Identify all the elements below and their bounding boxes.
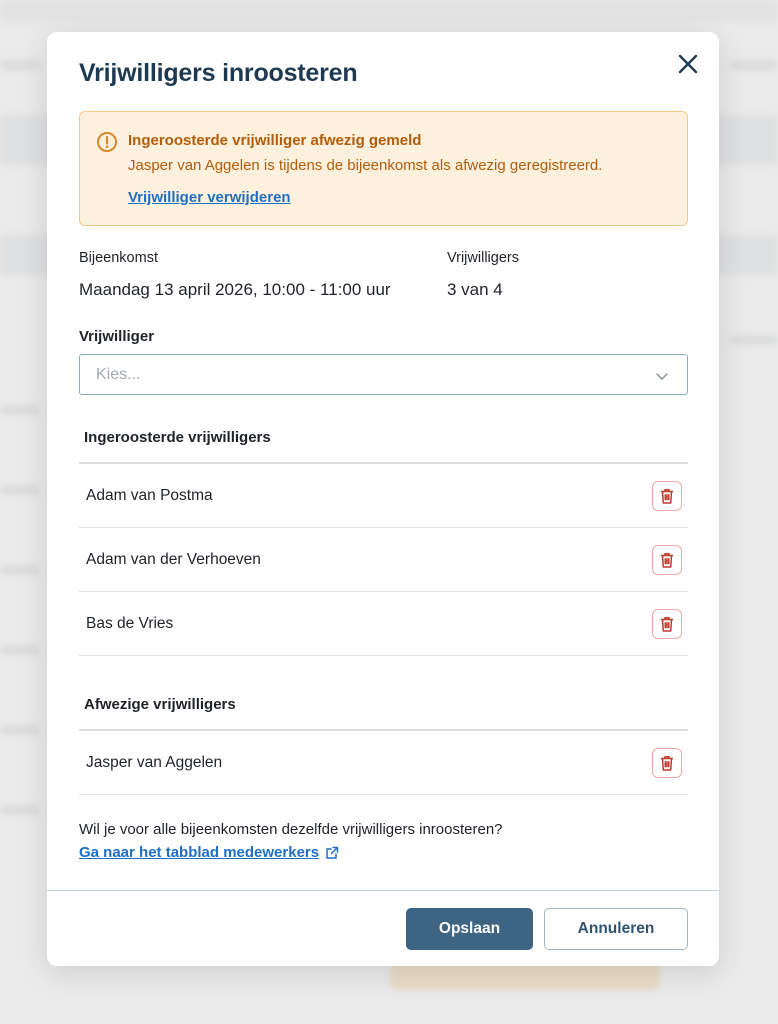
close-button[interactable] [674,50,702,78]
volunteer-name: Bas de Vries [86,615,174,632]
alert-title: Ingeroosterde vrijwilliger afwezig gemeld [128,132,422,149]
alert-message: Jasper van Aggelen is tijdens de bijeenkomst als afwezig geregistreerd. [128,157,603,174]
volunteer-field-label: Vrijwilliger [79,328,155,345]
volunteer-name: Jasper van Aggelen [86,754,223,771]
scheduled-volunteers-heading: Ingeroosterde vrijwilligers [84,429,271,446]
volunteers-count-label: Vrijwilligers [447,250,519,266]
remove-volunteer-button[interactable] [652,545,682,575]
trash-icon [658,615,676,633]
volunteer-select-placeholder: Kies... [96,366,141,383]
volunteer-name: Adam van Postma [86,487,213,504]
save-button[interactable]: Opslaan [406,908,533,950]
trash-icon [658,551,676,569]
volunteer-select[interactable] [79,354,688,395]
close-icon [677,53,699,75]
volunteers-count-value: 3 van 4 [447,280,503,299]
absence-warning-alert [79,111,688,226]
remove-volunteer-link[interactable]: Vrijwilliger verwijderen [128,189,291,206]
absent-volunteers-heading: Afwezige vrijwilligers [84,696,236,713]
remove-volunteer-button[interactable] [652,748,682,778]
schedule-volunteers-dialog [47,32,719,966]
volunteer-name: Adam van der Verhoeven [86,551,261,568]
employees-tab-link[interactable] [79,844,339,861]
cancel-button[interactable]: Annuleren [544,908,688,950]
list-item [79,464,688,528]
meeting-value: Maandag 13 april 2026, 10:00 - 11:00 uur [79,280,391,299]
chevron-down-icon [654,368,670,384]
warning-circle-icon [96,131,118,153]
external-link-icon [325,846,339,860]
same-volunteers-question: Wil je voor alle bijeenkomsten dezelfde vrijwilligers inroosteren? [79,821,503,838]
employees-tab-link-label: Ga naar het tabblad medewerkers [79,844,320,861]
remove-volunteer-button[interactable] [652,481,682,511]
trash-icon [658,754,676,772]
meeting-label: Bijeenkomst [79,250,158,266]
dialog-title: Vrijwilligers inroosteren [79,59,358,87]
list-item [79,731,688,795]
trash-icon [658,487,676,505]
list-item [79,592,688,656]
footer-divider [47,890,719,891]
remove-volunteer-button[interactable] [652,609,682,639]
list-item [79,528,688,592]
